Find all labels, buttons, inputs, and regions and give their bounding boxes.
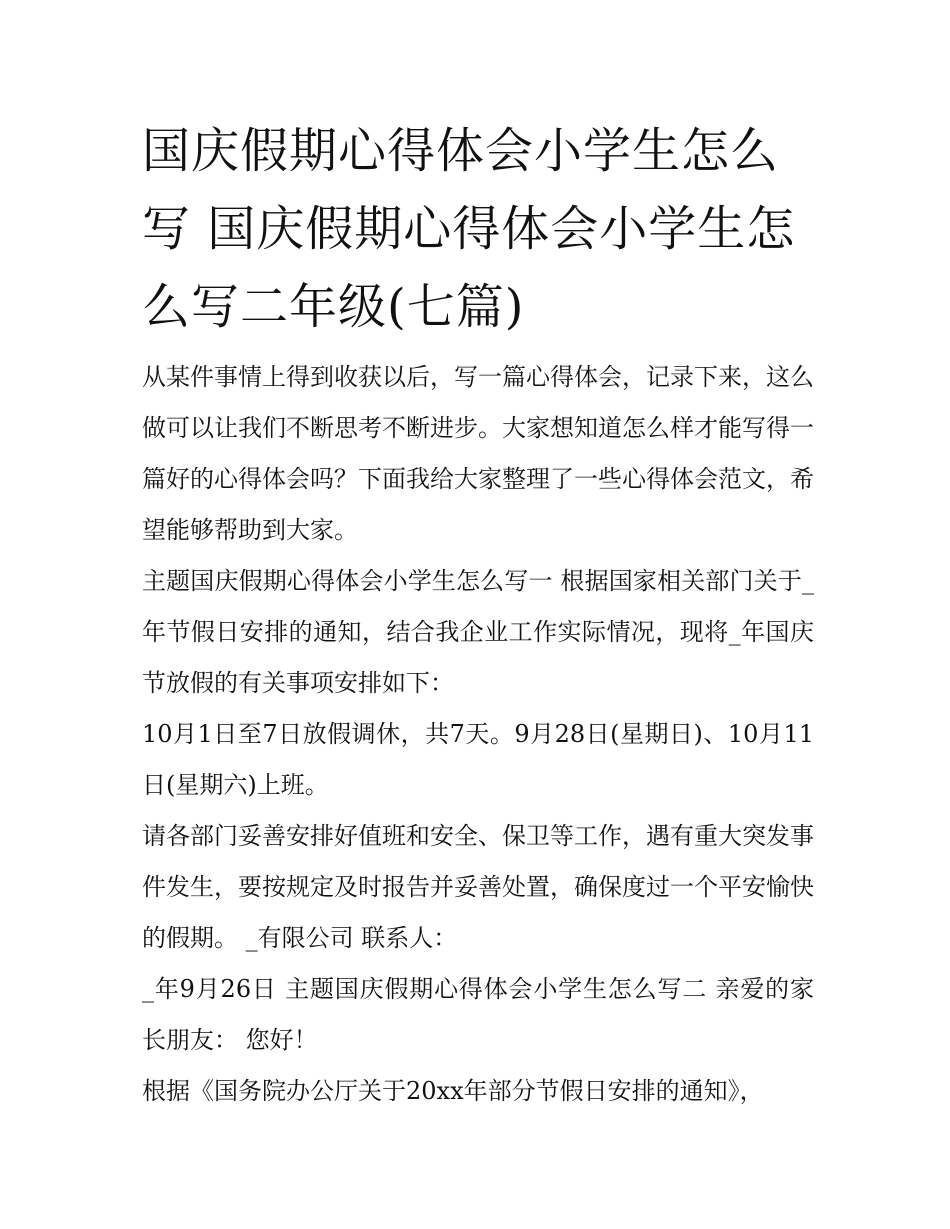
paragraph-topic-two: _年9月26日 主题国庆假期心得体会小学生怎么写二 亲爱的家长朋友： 您好！: [142, 975, 814, 1054]
paragraph-holiday-schedule: 10月1日至7日放假调休，共7天。9月28日(星期日)、10月11日(星期六)上班。: [142, 720, 814, 799]
document-title: 国庆假期心得体会小学生怎么写 国庆假期心得体会小学生怎么写二年级(七篇): [142, 123, 796, 335]
paragraph-intro: 从某件事情上得到收获以后，写一篇心得体会，记录下来，这么做可以让我们不断思考不断进步。大家想知道怎么样才能写得一篇好的心得体会吗？下面我给大家整理了一些心得体会范文，希望能够帮助到大家。: [142, 363, 814, 544]
document-body: [142, 352, 814, 1117]
paragraph-topic-one: 主题国庆假期心得体会小学生怎么写一 根据国家相关部门关于_年节假日安排的通知，结合我企业工作实际情况，现将_年国庆节放假的有关事项安排如下：: [142, 567, 814, 697]
paragraph-notice: 根据《国务院办公厅关于20xx年部分节假日安排的通知》，: [142, 1077, 764, 1105]
paragraph-duty-arrangement: 请各部门妥善安排好值班和安全、保卫等工作，遇有重大突发事件发生，要按规定及时报告并妥善处置，确保度过一个平安愉快的假期。 _有限公司 联系人：: [142, 822, 814, 952]
